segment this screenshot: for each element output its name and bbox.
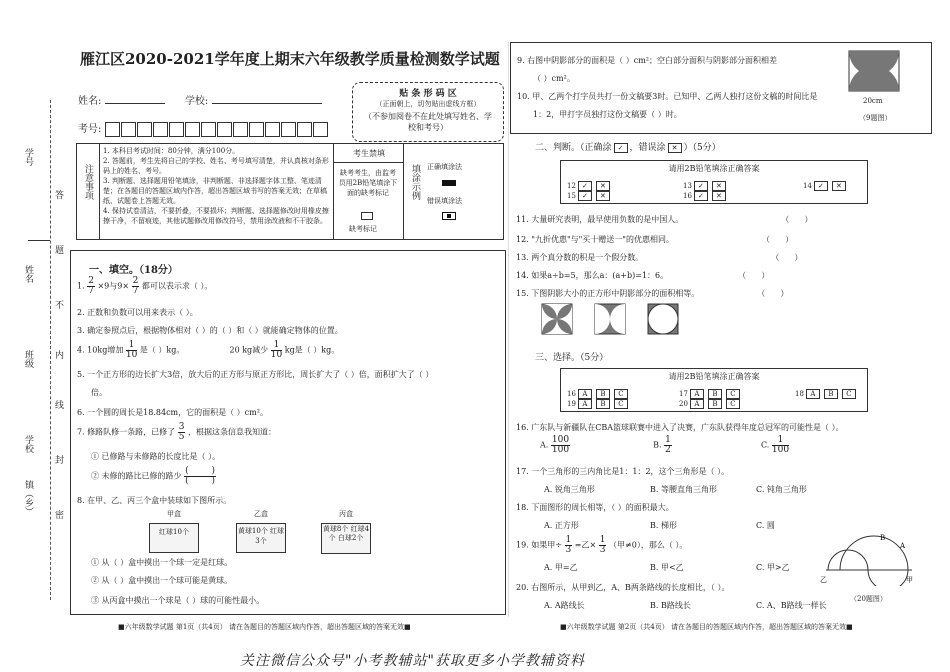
box-yi bbox=[236, 509, 286, 553]
q7-text: 7. 修路队修一条路，已修了 bbox=[77, 427, 176, 437]
frac-num: 2 bbox=[88, 276, 94, 286]
q9-figure bbox=[847, 49, 903, 97]
margin-label: 班级 bbox=[23, 350, 33, 368]
fig-label-a: A bbox=[900, 542, 906, 550]
barcode-note: （不参加阅卷不在此处填写姓名、学校和考号） bbox=[364, 112, 492, 132]
frac-num: 1 bbox=[599, 535, 606, 545]
q13: 13. 两个真分数的积是一个假分数。 （ ） bbox=[516, 253, 803, 262]
absent-checkbox[interactable] bbox=[361, 212, 373, 220]
frac-num: 3 bbox=[178, 422, 185, 432]
right-top-box bbox=[510, 42, 932, 134]
notice-label: 注意事项 bbox=[83, 164, 93, 200]
q19 bbox=[516, 536, 687, 555]
margin-label: 密 bbox=[53, 510, 63, 519]
section2-title: 二、判断。（正确涂 ✓ ，错误涂 ✕ ）（5分） bbox=[535, 143, 721, 153]
box-content: 红球10个 bbox=[149, 523, 199, 553]
q7-1: ① 已修路与未修路的长度比是（ ）。 bbox=[91, 452, 221, 461]
q19-text-c: （甲≠0），那么（ ）。 bbox=[609, 540, 688, 550]
frac-den: 100 bbox=[771, 445, 790, 455]
option-b: B. 梯形 bbox=[650, 521, 677, 530]
margin-label: 封 bbox=[53, 455, 63, 464]
school-field[interactable] bbox=[212, 103, 322, 104]
option-b: B. 甲<乙 bbox=[650, 563, 684, 572]
frac-num: 1 bbox=[665, 435, 671, 445]
q4 bbox=[77, 341, 339, 360]
q7-text-b: ，根据这条信息我知道： bbox=[188, 427, 277, 437]
q18-options bbox=[544, 520, 775, 531]
q9-fig-label: 20cm bbox=[863, 97, 883, 105]
q20-caption: （20题图） bbox=[850, 595, 887, 603]
q14-text: 14. 如果a÷b=5，那么a：(a+b)=1：6。 bbox=[516, 271, 669, 280]
q7-2-text: ② 未修的路比已修的路少 bbox=[91, 471, 182, 481]
notice-item: 3. 判断题、选择题用铅笔填涂，非判断题、非选择题字体工整、笔迹清楚；在各题目的答题区域内作答，超出答题区域书写的答案无效；在草稿纸、试题卷上答题无效。 bbox=[103, 177, 327, 205]
q12-text: 12. "九折优惠"与"买十赠送一"的优惠相同。 bbox=[516, 235, 674, 244]
barcode-title: 贴 条 形 码 区 bbox=[399, 89, 457, 99]
frac-den: 2 bbox=[665, 445, 671, 455]
section1-title: 一、填空。（18分） bbox=[89, 265, 178, 276]
box-name: 甲盒 bbox=[167, 510, 181, 518]
q20-options bbox=[544, 600, 827, 611]
q16-options bbox=[540, 436, 789, 455]
name-field[interactable] bbox=[105, 103, 165, 104]
q1-text-b: 都可以表示求（ ）。 bbox=[141, 281, 213, 291]
margin-label: 线 bbox=[53, 400, 63, 409]
frac-den: 7 bbox=[132, 286, 139, 296]
choice-num: 17 bbox=[679, 390, 688, 398]
q15-text: 15. 下图阴影大小的正方形中阴影部分的面积相等。 bbox=[516, 289, 700, 298]
q11: 11. 大量研究表明，最早使用负数的是中国人。 （ ） bbox=[516, 215, 813, 224]
judge-num: 16 bbox=[683, 192, 692, 200]
q9-caption: （9题图） bbox=[859, 114, 892, 122]
q17-options bbox=[544, 484, 807, 495]
margin-label: 学号 bbox=[23, 148, 33, 166]
footer-left: ■六年级数学试题 第1页（共4页） 请在各题目的答题区域内作答，超出答题区域的答案无效■ bbox=[118, 623, 411, 631]
promo-footer: 关注微信公众号"小考教辅站"获取更多小学教辅资料 bbox=[240, 653, 585, 669]
frac-den: 3 bbox=[599, 545, 606, 555]
frac-den: 5 bbox=[178, 432, 185, 442]
margin-label: 答 bbox=[53, 190, 63, 199]
answer-box-title: 请用2B铅笔填涂正确答案 bbox=[668, 372, 760, 381]
margin-label: 不 bbox=[53, 300, 63, 309]
q10: 10. 甲、乙两个打字员共打一份文稿要3时。已知甲、乙两人独打这份文稿的时间比是 bbox=[517, 92, 818, 101]
section2-title-text-c: ）（5分） bbox=[683, 143, 721, 153]
q4-text-d: kg是（ ）kg。 bbox=[284, 345, 340, 355]
q16: 16. 广东队与新疆队在CBA篮球联赛中进入了决赛，广东队获得年度总冠军的可能性是（ ）。 bbox=[516, 423, 844, 432]
option-a: A. A路线长 bbox=[544, 601, 585, 610]
q4-text: 4. 10kg增加 bbox=[77, 345, 124, 355]
wrong-label: 错误填涂法 bbox=[427, 197, 462, 205]
section-fill-blank bbox=[70, 250, 506, 615]
fill-text: 缺考考生，由监考员用2B铅笔填涂下面的缺考标记 bbox=[338, 169, 398, 197]
q19-text-b: =乙× bbox=[574, 540, 597, 550]
frac-num: 1 bbox=[126, 341, 137, 351]
frac-num: 1 bbox=[565, 535, 572, 545]
fig-label-end: 乙 bbox=[820, 576, 827, 584]
frac-den: 10 bbox=[125, 350, 138, 360]
option-a: A. 正方形 bbox=[544, 521, 579, 530]
q8: 8. 在甲、乙、丙三个盒中装球如下图所示。 bbox=[77, 496, 232, 505]
q8-1: ① 从（ ）盒中摸出一个球一定是红球。 bbox=[91, 558, 233, 567]
q12: 12. "九折优惠"与"买十赠送一"的优惠相同。 （ ） bbox=[516, 235, 794, 244]
q3: 3. 确定参照点后，根据物体相对（ ）的（ ）和（ ）就能确定物体的位置。 bbox=[77, 326, 343, 335]
choice-num: 18 bbox=[795, 390, 804, 398]
q8-3: ③ 从丙盒中摸出一个球是（ ）球的可能性最小。 bbox=[91, 596, 265, 605]
q7-2 bbox=[91, 467, 216, 486]
footer-right: ■六年级数学试题 第2页（共4页） 请在各题目的答题区域内作答，超出答题区域的答案无效■ bbox=[560, 623, 853, 631]
option-b: B. bbox=[653, 440, 662, 450]
frac-den: 10 bbox=[270, 350, 283, 360]
q1-text: ×9与9× bbox=[97, 281, 130, 291]
q9: 9. 右图中阴影部分的面积是（ ）cm²；空白部分面积与阴影部分面积相差 bbox=[517, 56, 777, 65]
wrong-mark bbox=[442, 212, 456, 220]
q14: 14. 如果a÷b=5，那么a：(a+b)=1：6。 （ ） bbox=[516, 271, 770, 280]
absent-mark-label: 缺考标记 bbox=[349, 225, 377, 233]
frac-num: 100 bbox=[551, 435, 570, 445]
box-content: 黄球10个 红球3个 bbox=[236, 523, 286, 553]
box-name: 丙盒 bbox=[339, 510, 353, 518]
option-c: C. A、B路线一样长 bbox=[756, 601, 827, 610]
school-label: 学校: bbox=[184, 96, 209, 107]
frac-num: 1 bbox=[271, 341, 282, 351]
option-c: C. 圆 bbox=[756, 521, 775, 530]
option-c: C. 钝角三角形 bbox=[756, 485, 807, 494]
fig-label-start: 甲 bbox=[906, 576, 913, 584]
page-title: 雁江区2020-2021学年度上期末六年级教学质量检测数学试题 bbox=[80, 50, 500, 68]
frac-num: 2 bbox=[132, 276, 139, 286]
judge-num: 13 bbox=[683, 182, 692, 190]
q9-b: （ ）cm²。 bbox=[533, 74, 575, 83]
section2-title-text: 二、判断。（正确涂 bbox=[535, 143, 612, 153]
notice-item: 1. 本科目考试时间：80分钟，满分100分。 bbox=[103, 147, 240, 155]
q5-b: 倍。 bbox=[91, 388, 107, 397]
barcode-area bbox=[352, 82, 504, 142]
exam-no-boxes[interactable] bbox=[105, 124, 329, 135]
q2: 2. 正数和负数可以用来表示（ ）。 bbox=[77, 308, 198, 317]
q13-text: 13. 两个真分数的积是一个假分数。 bbox=[516, 253, 644, 262]
q17: 17. 一个三角形的三内角比是1：1：2，这个三角形是（ ）。 bbox=[516, 467, 730, 476]
q7 bbox=[77, 423, 276, 442]
margin-label: 镇（乡） bbox=[23, 480, 33, 516]
q1: 1. $\frac{2}{7}$ ×9与9× $\frac{2}{7}$ 都可以表示求（ ）。 bbox=[77, 276, 213, 296]
box-name: 乙盒 bbox=[254, 510, 268, 518]
q10-b: 1：2，甲打字员独打这份文稿要（ ）时。 bbox=[533, 110, 682, 119]
judge-num: 12 bbox=[567, 182, 576, 190]
option-b: B. 等腰直角三角形 bbox=[650, 485, 717, 494]
option-c: C. bbox=[760, 440, 770, 450]
q11-text: 11. 大量研究表明，最早使用负数的是中国人。 bbox=[516, 215, 684, 224]
frac-den: 7 bbox=[88, 286, 94, 296]
section2-title-text-b: ，错误涂 bbox=[629, 143, 666, 153]
margin-label: 内 bbox=[53, 350, 63, 359]
q5: 5. 一个正方形的边长扩大3倍，放大后的正方形与原正方形比，周长扩大了（ ）倍，面积扩大了（ ） bbox=[77, 370, 434, 379]
box-content: 黄球8个 红球4个 白球2个 bbox=[321, 523, 371, 554]
barcode-note: （正面朝上，切勿贴出虚线方框） bbox=[375, 100, 481, 108]
option-a: A. 甲=乙 bbox=[544, 563, 578, 572]
q20-figure bbox=[820, 530, 920, 586]
section3-title: 三、选择。（5分） bbox=[535, 353, 609, 363]
fill-label: 考生禁填 bbox=[353, 149, 385, 158]
exam-no-label: 考号: bbox=[78, 124, 102, 135]
example-label: 填涂示例 bbox=[410, 164, 420, 200]
margin-label: 学校 bbox=[23, 435, 33, 453]
blank-fraction[interactable]: $\frac{( )}{( )}$ bbox=[185, 466, 216, 486]
frac-den: 3 bbox=[565, 545, 572, 555]
frac-num: 1 bbox=[772, 436, 789, 446]
q15-figures bbox=[540, 302, 690, 336]
notice-item: 4. 保持试卷清洁，不要折叠，不要损坏；判断题、选择题修改时用橡皮擦擦干净，不留痕迹，其他试题修改用修改符号，禁用涂改液和不干胶条。 bbox=[103, 207, 329, 225]
choice-answer-box[interactable]: 请用2B铅笔填涂正确答案 16 A B C 19 A B C 17 A B C 20 A B C 18 A B C bbox=[560, 368, 868, 412]
choice-num: 20 bbox=[679, 400, 688, 408]
correct-mark bbox=[442, 180, 456, 186]
option-a: A. bbox=[540, 440, 549, 450]
q6: 6. 一个圆的周长是18.84cm，它的面积是（ ）cm²。 bbox=[77, 408, 268, 417]
choice-num: 19 bbox=[567, 400, 576, 408]
judge-answer-box[interactable]: 请用2B铅笔填涂正确答案 12 ✓ ✕ 15 ✓ ✕ 13 ✓ ✕ 16 ✓ ✕ 14 ✓ ✕ bbox=[560, 160, 868, 204]
q18: 18. 下面图形的周长相等，（ ）的面积最大。 bbox=[516, 503, 674, 512]
box-jia bbox=[149, 509, 199, 553]
q8-2: ② 从（ ）盒中摸出一个球可能是黄球。 bbox=[91, 576, 233, 585]
choice-num: 16 bbox=[567, 390, 576, 398]
margin-label: 题 bbox=[53, 245, 63, 254]
margin-label: 姓名 bbox=[23, 265, 33, 283]
notice-item: 2. 答题前，考生先将自己的学校、姓名、考号填写清楚，并认真核对条形码上的姓名、考号。 bbox=[103, 157, 329, 175]
judge-num: 14 bbox=[803, 182, 812, 190]
option-c: C. 甲>乙 bbox=[756, 563, 790, 572]
q4-text-b: 是（ ）kg。 bbox=[139, 345, 185, 355]
option-b: B. B路线长 bbox=[650, 601, 691, 610]
q4-text-c: 20 kg减少 bbox=[229, 345, 269, 355]
correct-label: 正确填涂法 bbox=[427, 163, 462, 171]
box-bing bbox=[321, 509, 371, 554]
q19-text: 19. 如果甲÷ bbox=[516, 540, 562, 550]
notice-table bbox=[76, 143, 504, 240]
answer-box-title: 请用2B铅笔填涂正确答案 bbox=[668, 164, 760, 173]
option-a: A. 锐角三角形 bbox=[544, 485, 595, 494]
q19-options bbox=[544, 562, 790, 573]
q20: 20. 右图所示，从甲到乙，A、B两条路线的长度相比，（ ）。 bbox=[516, 583, 730, 592]
binding-margin bbox=[0, 40, 65, 620]
q15: 15. 下图阴影大小的正方形中阴影部分的面积相等。 （ ） bbox=[516, 289, 789, 298]
frac-den: 100 bbox=[551, 445, 570, 455]
name-label: 姓名: bbox=[78, 96, 102, 107]
fig-label-b: B bbox=[880, 534, 886, 542]
